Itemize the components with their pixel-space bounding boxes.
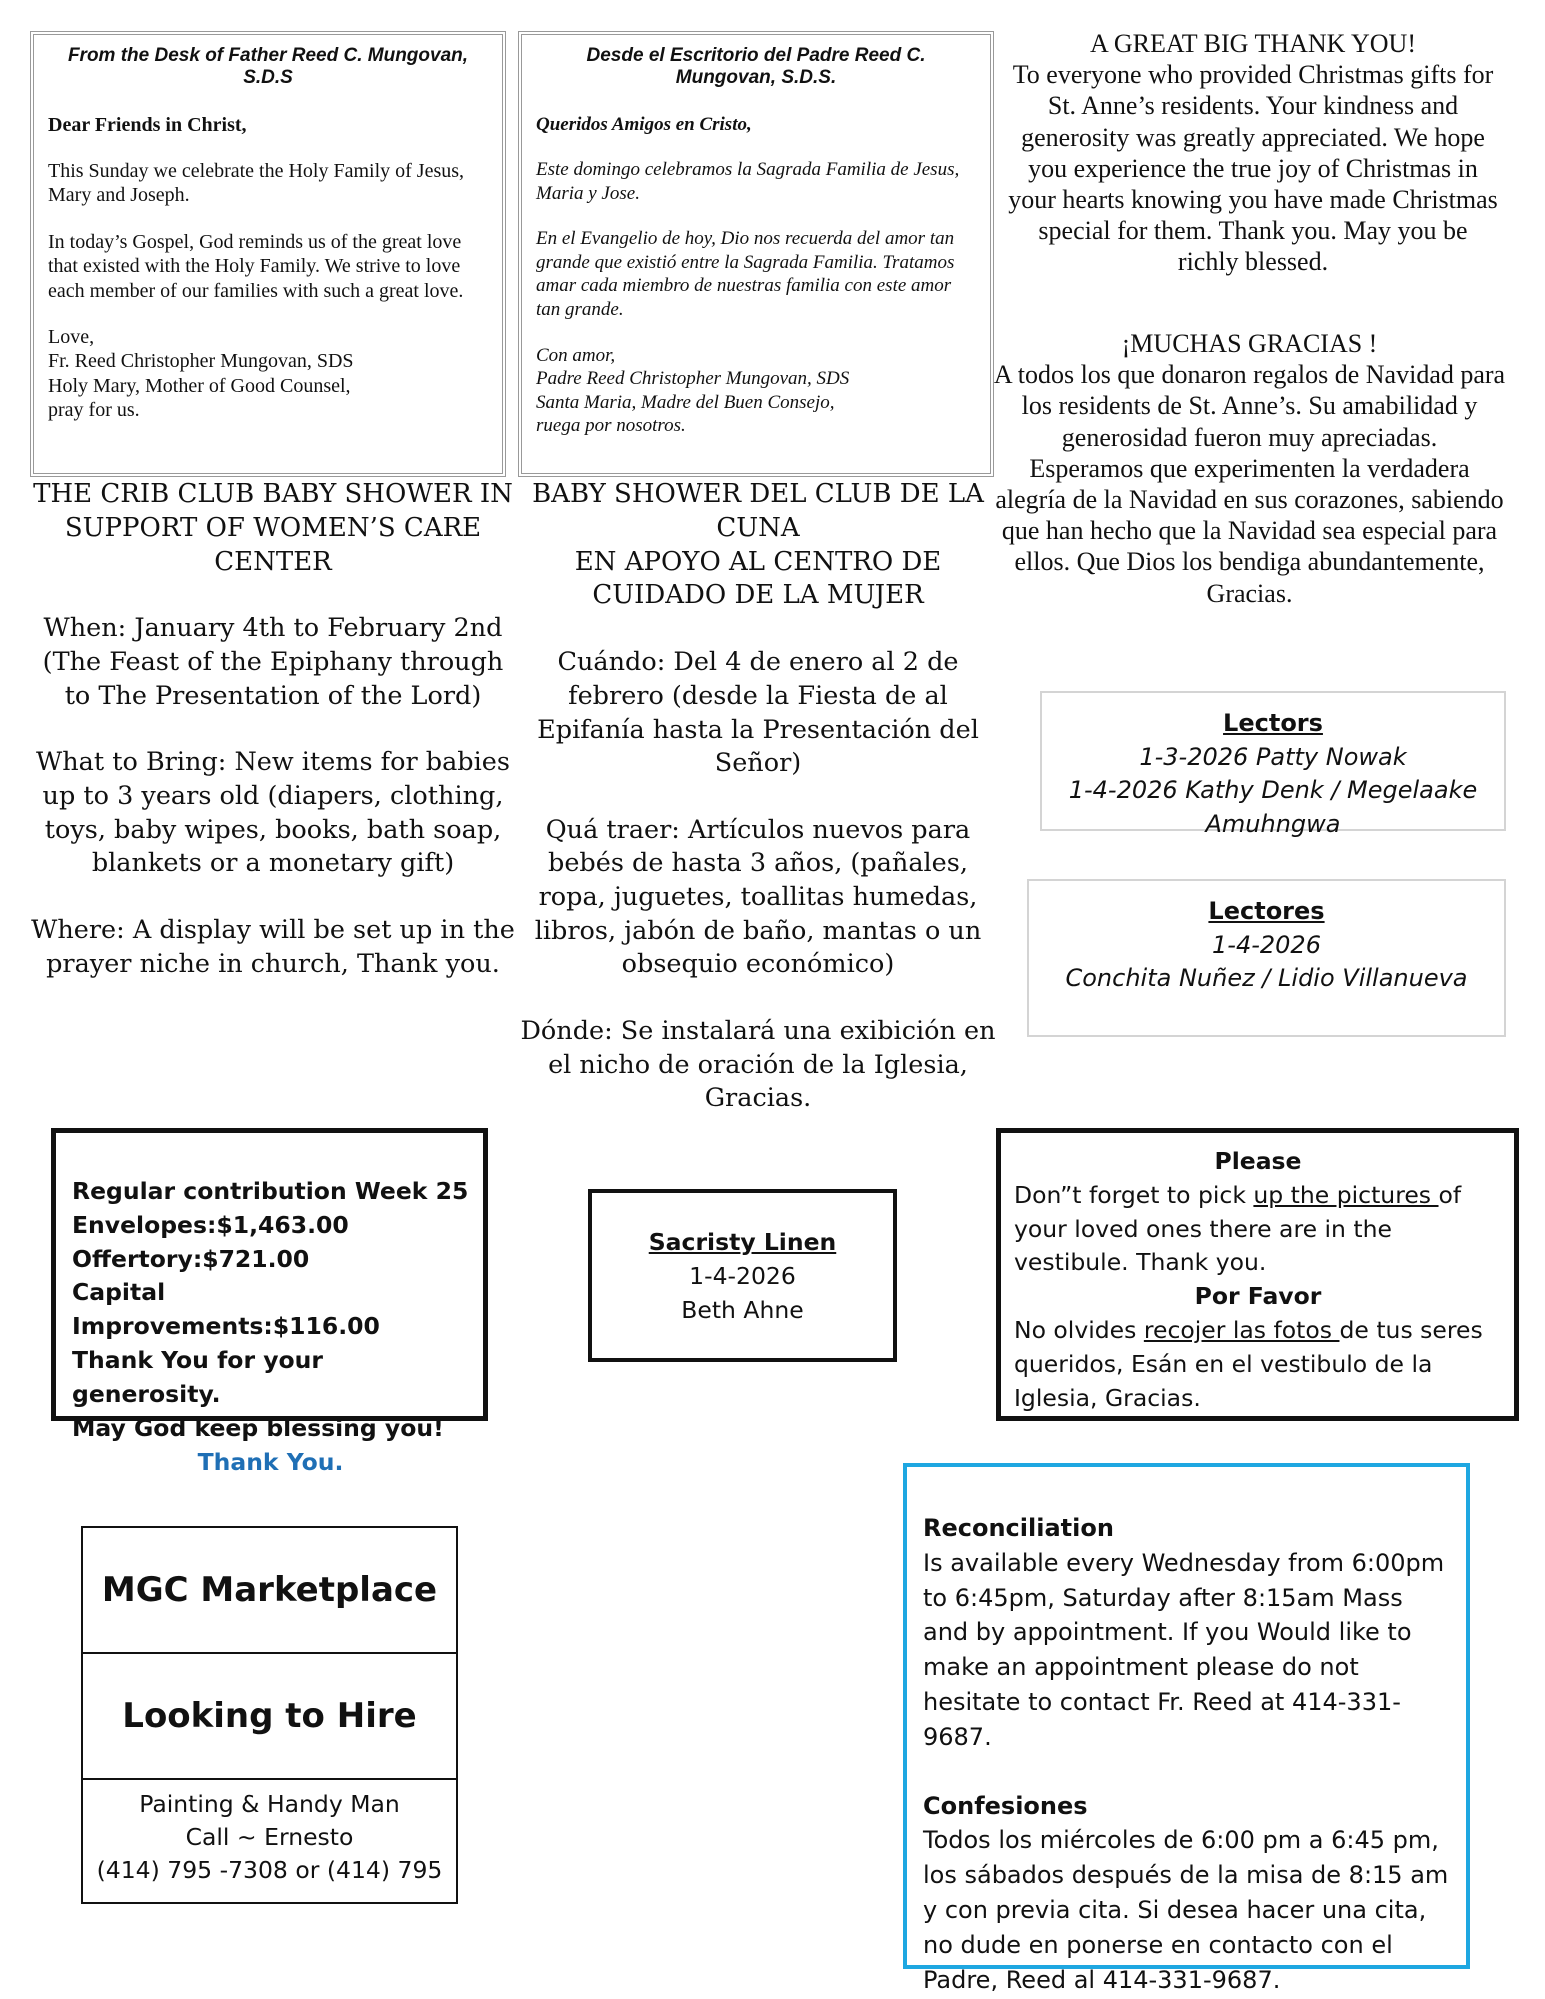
signature-line: Santa Maria, Madre del Buen Consejo, [536,391,835,413]
contribution-line: Offertory:$721.00 [72,1244,310,1273]
contribution-line: Thank You for your generosity. [72,1346,323,1408]
sacristy-date: 1-4-2026 [689,1262,796,1291]
thanks-title: A GREAT BIG THANK YOU! [1090,29,1416,58]
please-body-spanish: No olvides recojer las fotos de tus seres queridos, Esán en el vestibulo de la Iglesia, Gracias. [1014,1316,1483,1412]
lector-line: Conchita Nuñez / Lidio Villanueva [1065,964,1468,993]
lector-line: 1-4-2026 [1212,930,1321,959]
marketplace-box [81,1526,458,1904]
reconciliation-title: Reconciliation [923,1514,1114,1542]
contribution-line: Regular contribution Week 25 [72,1177,469,1205]
marketplace-details [83,1780,456,1887]
signature-line: Holy Mary, Mother of Good Counsel, [48,374,351,397]
marketplace-subtitle: Looking to Hire [83,1654,456,1780]
desk-letter-english [30,31,506,477]
shower-subtitle: EN APOYO AL CENTRO DE CUIDADO DE LA MUJER [574,546,942,611]
marketplace-line: Painting & Handy Man [139,1790,400,1818]
closing: Love, [48,326,95,349]
baby-shower-english [28,478,518,1014]
lector-line: 1-3-2026 Patty Nowak [1139,742,1407,771]
thanks-body: Esperamos que experimenten la verdadera alegría de la Navidad en sus corazones, sabiendo que han hecho que la Navidad sea especial para ellos. Que Dios los bendiga abundantemente, Gracias. [995,453,1504,608]
signature-line: Fr. Reed Christopher Mungovan, SDS [48,350,354,373]
shower-what: What to Bring: New items for babies up to 3 years old (diapers, clothing, toys, baby wipes, books, bath soap, blankets or a monetary gift) [36,747,510,879]
sacristy-title: Sacristy Linen [648,1228,837,1256]
paragraph: Este domingo celebramos la Sagrada Familia de Jesus, Maria y Jose. [536,159,960,204]
lectors-title: Lectors [1223,709,1323,737]
marketplace-title: MGC Marketplace [83,1528,456,1654]
desk-heading: From the Desk of Father Reed C. Mungovan, S.D.S [67,45,469,88]
shower-when: When: January 4th to February 2nd (The Feast of the Epiphany through to The Presentation of the Lord) [42,613,504,711]
lectors-box [1040,691,1506,838]
please-box [996,1128,1519,1421]
marketplace-line: (414) 795 -7308 or (414) 795 [96,1855,443,1884]
desk-letter-spanish [518,31,994,477]
paragraph: In today’s Gospel, God reminds us of the great love that existed with the Holy Family. We strive to love each member of our families with such a great love. [48,230,464,302]
paragraph: En el Evangelio de hoy, Dio nos recuerda del amor tan grande que existió entre la Sagrada Familia. Tratamos amar cada miembro de nuestras familia con este amor tan grande. [536,228,955,320]
shower-where: Dónde: Se instalará una exibición en el nicho de oración de la Iglesia, Gracias. [520,1016,996,1114]
greeting: Dear Friends in Christ, [48,113,247,136]
confesiones-title: Confesiones [923,1791,1088,1820]
greeting: Queridos Amigos en Cristo, [536,113,752,135]
contribution-line: Capital Improvements:$116.00 [72,1278,380,1341]
lectores-title: Lectores [1208,897,1325,925]
sacristy-name: Beth Ahne [681,1296,804,1325]
thanks-body: A todos los que donaron regalos de Navidad para los residents de St. Anne’s. Su amabilidad y generosidad fueron muy apreciadas. [993,360,1506,452]
signature-line: pray for us. [48,399,140,422]
thanks-title: ¡MUCHAS GRACIAS ! [1121,329,1378,358]
reconciliation-box [903,1463,1470,1994]
contribution-line: May God keep blessing you! [72,1413,444,1442]
signature-line: ruega por nosotros. [536,415,686,437]
signature-line: Padre Reed Christopher Mungovan, SDS [536,368,850,390]
reconciliation-body: Is available every Wednesday from 6:00pm to 6:45pm, Saturday after 8:15am Mass and by appointment. If you Would like to make an appointment please do not hesitate to contact Fr. Reed at 414-331-9687. [923,1548,1445,1751]
please-title: Please [1214,1147,1302,1175]
thank-you-spanish [992,328,1507,609]
sacristy-linen-box [588,1189,897,1362]
please-body: Don”t forget to pick up the pictures of your loved ones there are in the vestibule. Thank you. [1014,1180,1462,1277]
please-title-spanish: Por Favor [1194,1282,1322,1311]
closing: Con amor, [536,344,616,366]
confesiones-body: Todos los miércoles de 6:00 pm a 6:45 pm, los sábados después de la misa de 8:15 am y con previa cita. Si desea hacer una cita, no dude en ponerse en contacto con el Padre, Reed al 414-331-9687. [923,1826,1449,1994]
shower-title: THE CRIB CLUB BABY SHOWER IN SUPPORT OF WOMEN’S CARE CENTER [33,479,513,577]
shower-title: BABY SHOWER DEL CLUB DE LA CUNA [532,479,984,543]
shower-where: Where: A display will be set up in the prayer niche in church, Thank you. [31,914,515,979]
contribution-box [51,1128,488,1476]
lectores-box [1027,879,1506,1037]
desk-heading: Desde el Escritorio del Padre Reed C. Mungovan, S.D.S. [586,45,926,88]
paragraph: This Sunday we celebrate the Holy Family of Jesus, Mary and Joseph. [48,160,465,207]
thanks-body: To everyone who provided Christmas gifts for St. Anne’s residents. Your kindness and generosity was greatly appreciated. We hope you experience the true joy of Christmas in your hearts knowing you have made Christmas special for them. Thank you. May you be richly blessed. [1008,60,1498,277]
shower-when: Cuándo: Del 4 de enero al 2 de febrero (desde la Fiesta de al Epifanía hasta la Presentación del Señor) [537,647,979,779]
baby-shower-spanish [518,478,998,1149]
thank-you-accent: Thank You. [197,1447,344,1476]
marketplace-line: Call ~ Ernesto [185,1822,354,1851]
lector-line: 1-4-2026 Kathy Denk / Megelaake Amuhngwa [1068,776,1478,838]
thank-you-english [998,28,1508,278]
shower-what: Quá traer: Artículos nuevos para bebés de hasta 3 años, (pañales, ropa, juguetes, toallitas humedas, libros, jabón de baño, mantas o un obsequio económico) [534,814,982,980]
contribution-line: Envelopes:$1,463.00 [72,1210,349,1239]
